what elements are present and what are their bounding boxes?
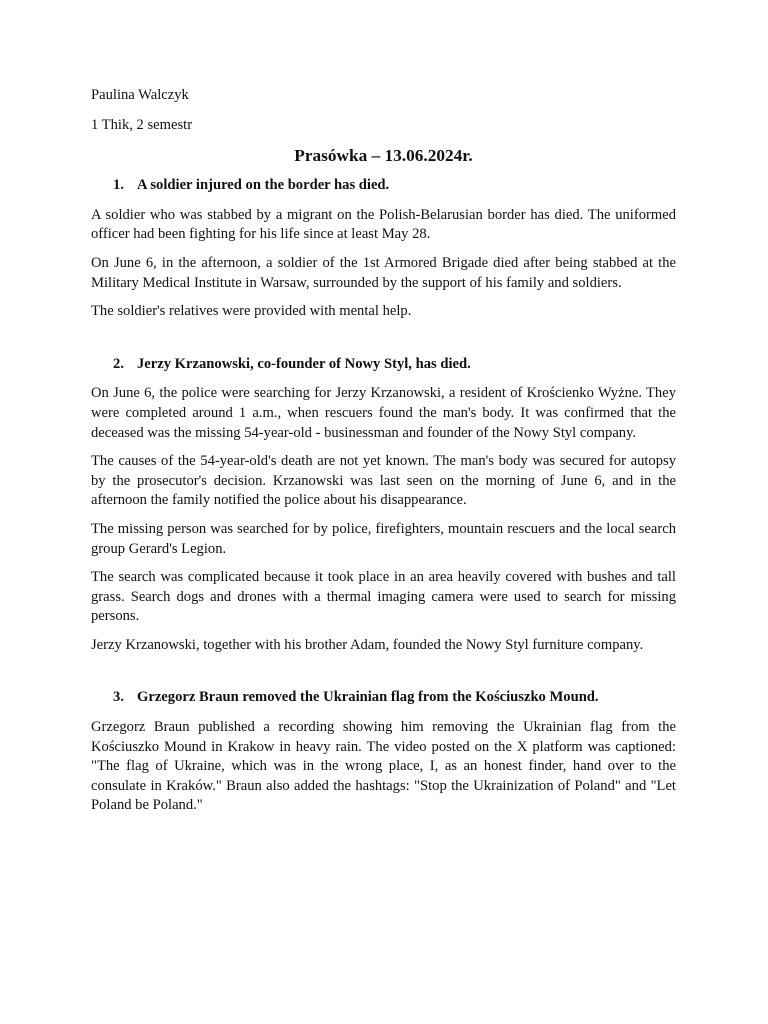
article-3 — [91, 688, 676, 816]
class-info: 1 Thik, 2 semestr — [91, 116, 193, 133]
article-title: Jerzy Krzanowski, co-founder of Nowy Styl, has died. — [137, 355, 471, 372]
document-page — [91, 86, 676, 816]
article-paragraph: On June 6, in the afternoon, a soldier of the 1st Armored Brigade died after being stabbed at the Military Medical Institute in Warsaw, surrounded by the support of his family and soldiers. — [91, 254, 676, 291]
article-paragraph: The causes of the 54-year-old's death are not yet known. The man's body was secured for autopsy by the prosecutor's decision. Krzanowski was last seen on the morning of June 6, and in the afternoon the family notified the police about his disappearance. — [91, 453, 676, 509]
article-paragraph: A soldier who was stabbed by a migrant on the Polish-Belarusian border has died. The uniformed officer had been fighting for his life since at least May 28. — [91, 206, 676, 243]
article-title: Grzegorz Braun removed the Ukrainian flag from the Kościuszko Mound. — [137, 689, 599, 706]
article-heading — [91, 688, 676, 708]
article-paragraph: The search was complicated because it took place in an area heavily covered with bushes and tall grass. Search dogs and drones with a thermal imaging camera were used to search for missing persons. — [91, 569, 676, 625]
document-title: Prasówka – 13.06.2024r. — [294, 146, 473, 166]
article-heading — [91, 176, 676, 196]
article-heading — [91, 355, 676, 375]
article-title: A soldier injured on the border has died. — [137, 177, 390, 194]
article-2 — [91, 355, 676, 656]
article-paragraph: The missing person was searched for by police, firefighters, mountain rescuers and the local search group Gerard's Legion. — [91, 520, 676, 557]
article-1 — [91, 176, 676, 322]
article-paragraph: Jerzy Krzanowski, together with his brother Adam, founded the Nowy Styl furniture company. — [91, 636, 644, 653]
author-name: Paulina Walczyk — [91, 87, 189, 103]
article-paragraph: Grzegorz Braun published a recording showing him removing the Ukrainian flag from the Kościuszko Mound in Krakow in heavy rain. The video posted on the X platform was captioned: "The flag of Ukraine, which was in the wrong place, I, as an honest finder, hand over to the consulate in Kraków." Braun also added the hashtags: "Stop the Ukrainization of Poland" and "Let Poland be Poland." — [91, 719, 676, 814]
article-number: 2. — [113, 355, 124, 372]
article-number: 3. — [113, 689, 124, 706]
article-number: 1. — [113, 177, 124, 194]
article-paragraph: On June 6, the police were searching for Jerzy Krzanowski, a resident of Krościenko Wyżne. They were completed around 1 a.m., when rescuers found the man's body. It was confirmed that the deceased was the missing 54-year-old - businessman and founder of the Nowy Styl company. — [91, 385, 676, 441]
article-paragraph: The soldier's relatives were provided with mental help. — [91, 303, 412, 320]
